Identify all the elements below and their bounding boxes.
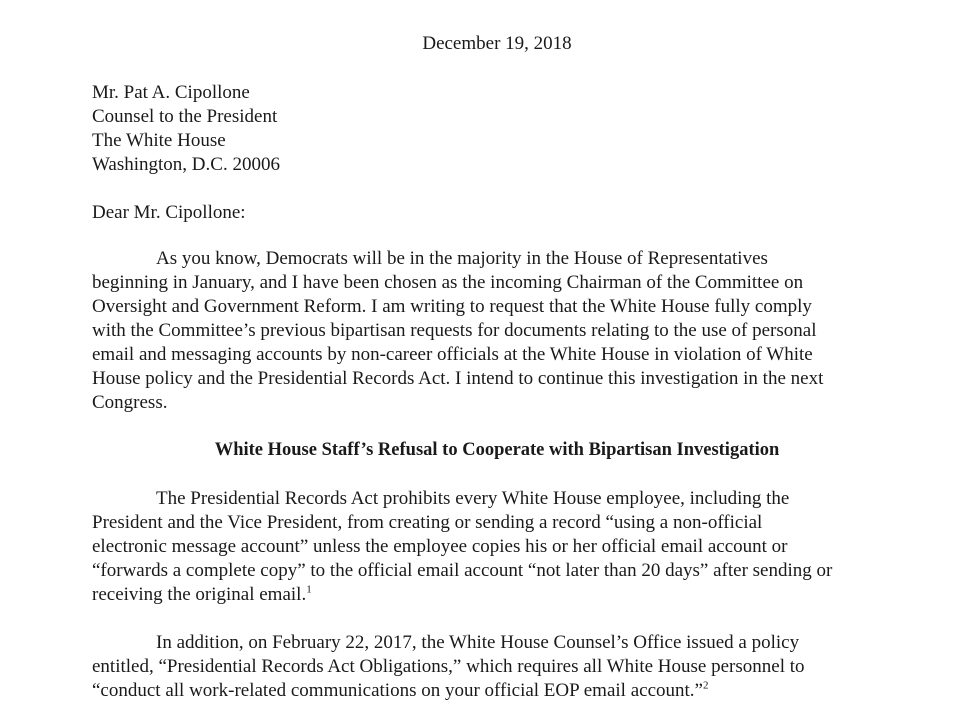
footnote-marker[interactable]: 1 <box>306 583 312 596</box>
paragraph-line: with the Committee’s previous bipartisan requests for documents relating to the use of personal <box>92 320 817 341</box>
recipient-name: Mr. Pat A. Cipollone <box>92 82 250 103</box>
paragraph-line: electronic message account” unless the employee copies his or her official email account or <box>92 536 788 557</box>
paragraph-line: email and messaging accounts by non-career officials at the White House in violation of White <box>92 344 813 365</box>
recipient-title: Counsel to the President <box>92 106 278 127</box>
paragraph-line: As you know, Democrats will be in the majority in the House of Representatives <box>156 248 768 269</box>
recipient-city: Washington, D.C. 20006 <box>92 154 280 175</box>
paragraph-intro <box>92 247 912 415</box>
paragraph-line: “forwards a complete copy” to the official email account “not later than 20 days” after sending or <box>92 560 833 581</box>
recipient-organization: The White House <box>92 130 226 151</box>
paragraph-line: entitled, “Presidential Records Act Obligations,” which requires all White House personnel to <box>92 656 805 677</box>
paragraph-line-text: receiving the original email. <box>92 584 307 605</box>
paragraph-policy <box>92 631 912 703</box>
paragraph-records-act <box>92 487 912 607</box>
recipient-address <box>92 81 280 177</box>
paragraph-line-with-footnote <box>92 583 912 607</box>
salutation: Dear Mr. Cipollone: <box>92 202 246 223</box>
paragraph-line: beginning in January, and I have been chosen as the incoming Chairman of the Committee on <box>92 272 804 293</box>
paragraph-line: In addition, on February 22, 2017, the White House Counsel’s Office issued a policy <box>156 632 800 653</box>
paragraph-line: President and the Vice President, from creating or sending a record “using a non-official <box>92 512 763 533</box>
paragraph-line-with-footnote <box>92 679 912 703</box>
paragraph-line: Oversight and Government Reform. I am writing to request that the White House fully comply <box>92 296 812 317</box>
paragraph-line-text: “conduct all work-related communications on your official EOP email account.” <box>92 680 703 701</box>
section-heading: White House Staff’s Refusal to Cooperate with Bipartisan Investigation <box>214 440 780 460</box>
paragraph-line: House policy and the Presidential Records Act. I intend to continue this investigation in the next <box>92 368 824 389</box>
letter-date: December 19, 2018 <box>422 33 572 54</box>
paragraph-line: The Presidential Records Act prohibits every White House employee, including the <box>156 488 790 509</box>
paragraph-line: Congress. <box>92 392 168 413</box>
footnote-marker[interactable]: 2 <box>702 679 709 692</box>
